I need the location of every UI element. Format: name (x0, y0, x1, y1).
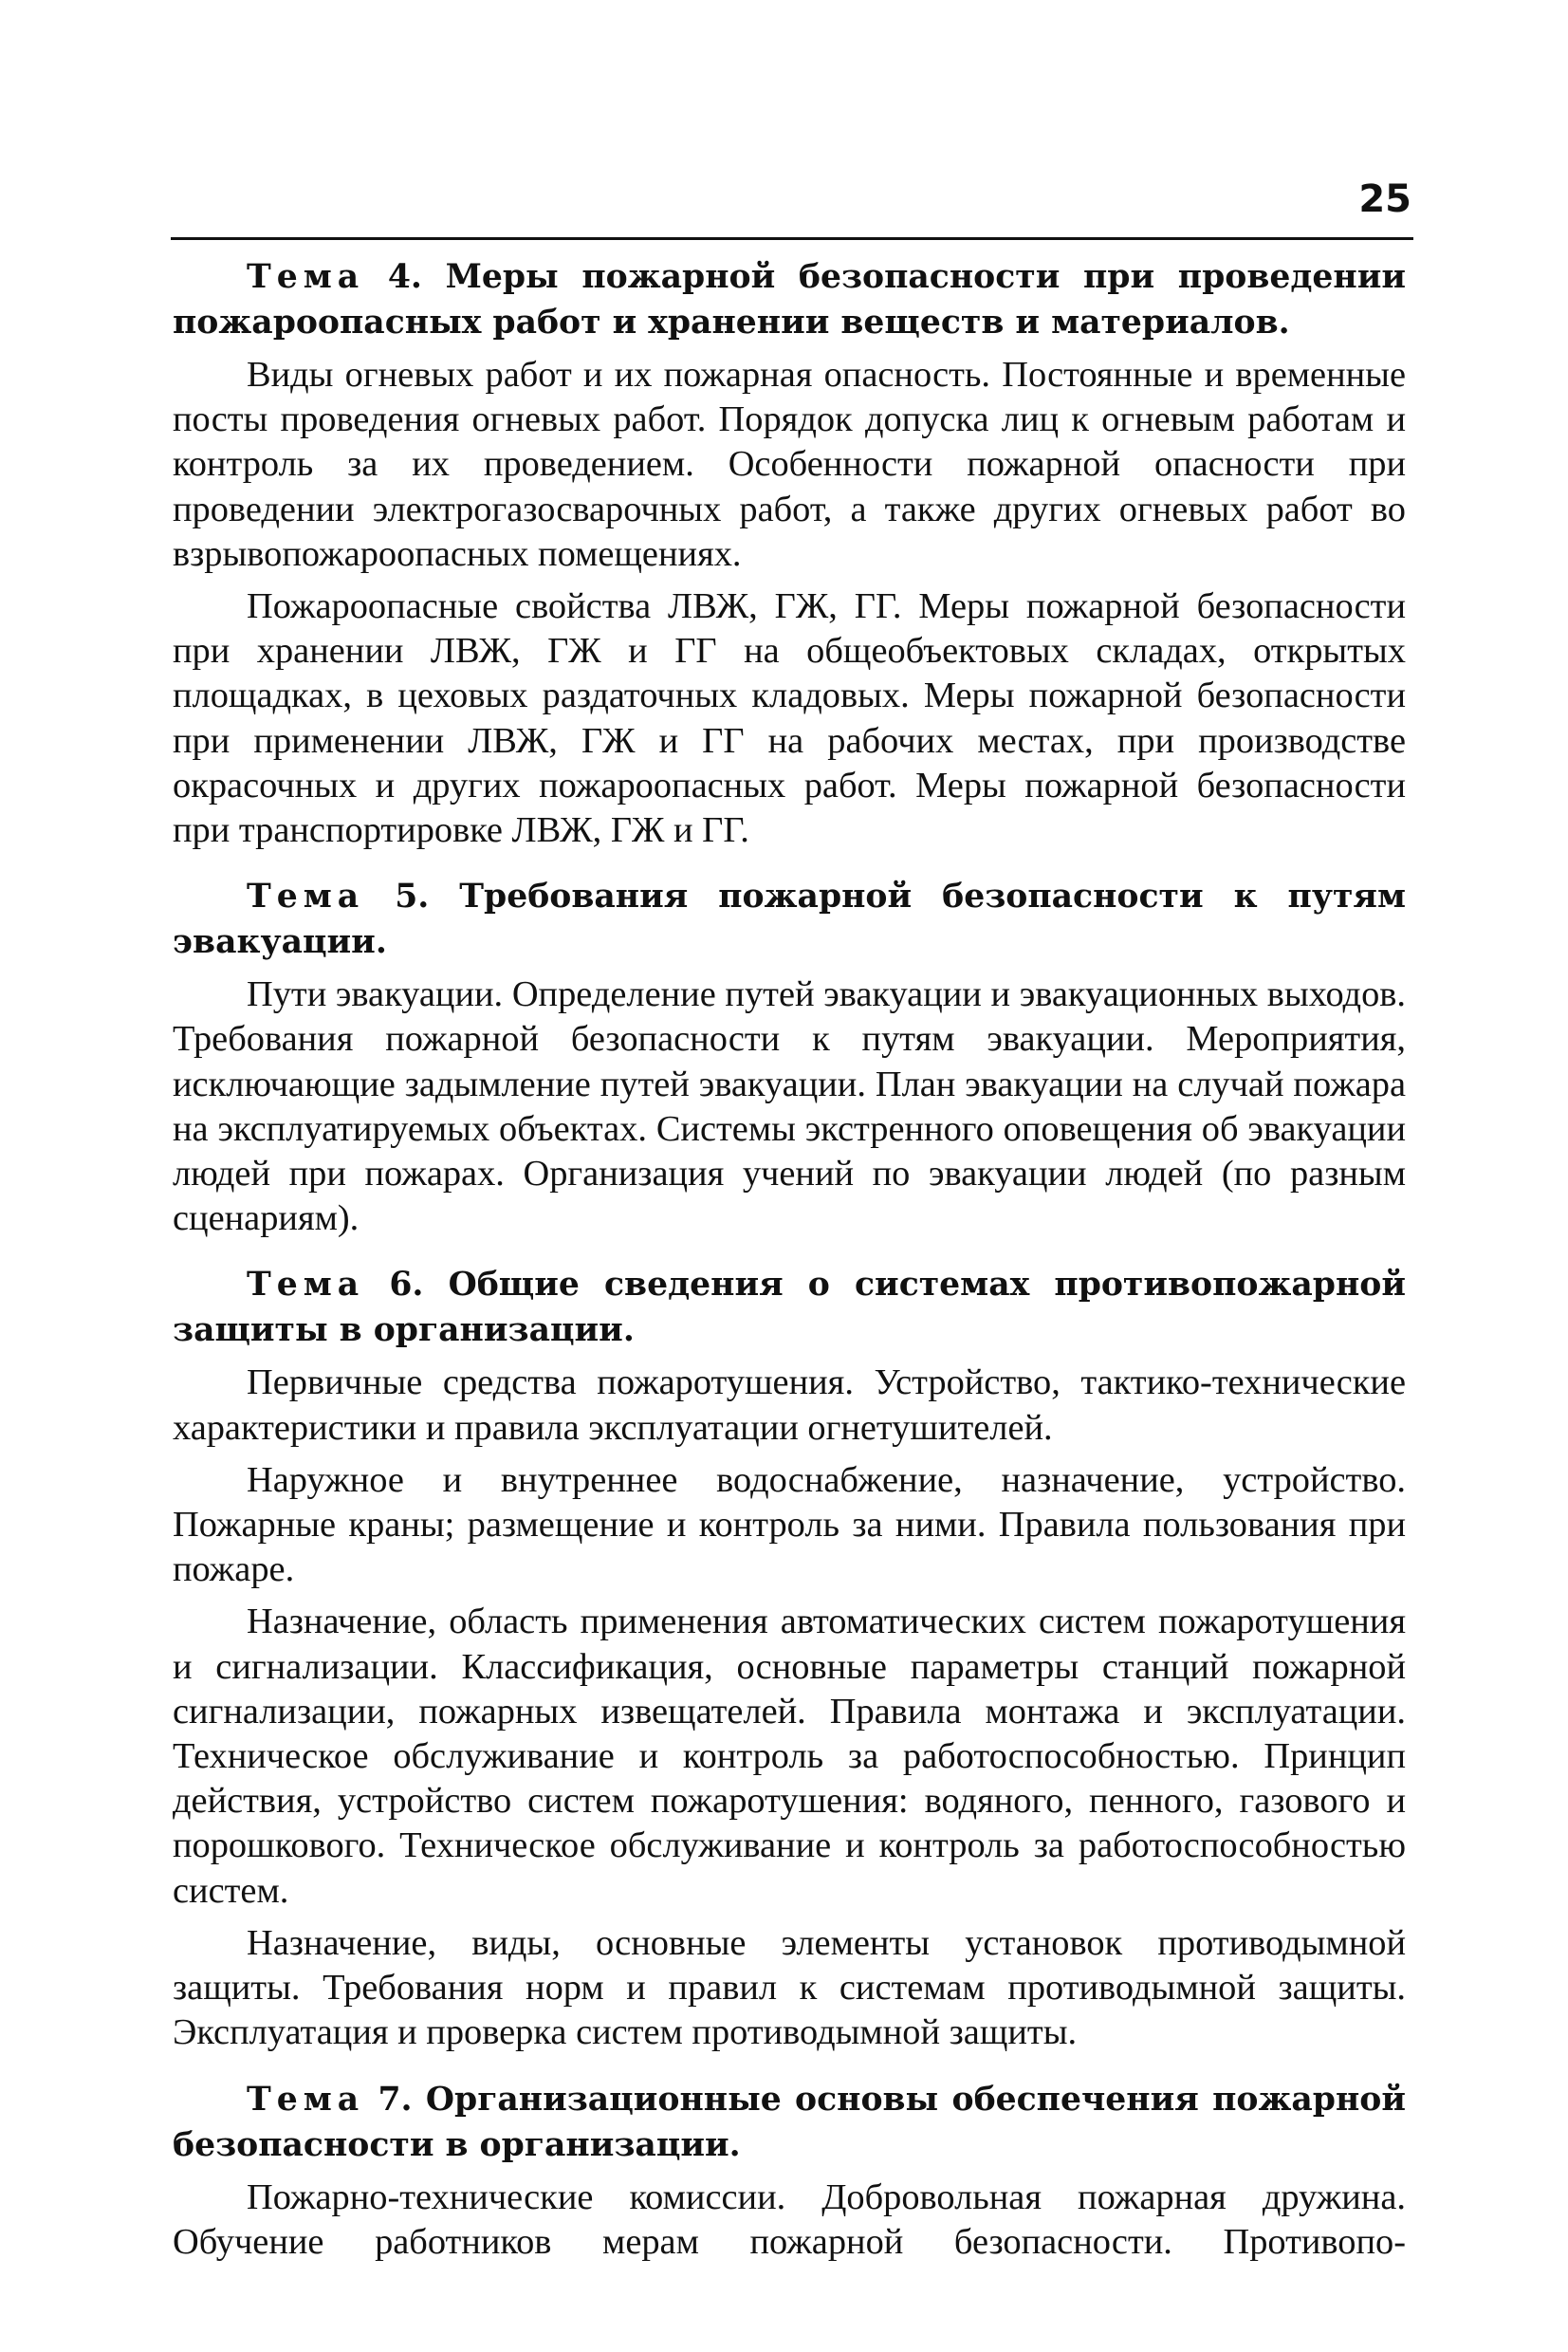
topic-word: Тема (247, 1266, 365, 1305)
topic-6-section (173, 1262, 1406, 2055)
topic-title: Организационные основы обеспечения пожарной безопасности в организации. (173, 2080, 1406, 2164)
body-paragraph: Пути эвакуации. Определение путей эвакуации и эвакуационных выходов. Требования пожарной безопасности к путям эвакуации. Мероприятия, исключающие задымление путей эвакуации. План эвакуации на случай пожара на эксплуатируемых объектах. Системы экстренного оповещения об эвакуации людей при пожарах. Организация учений по эвакуации людей (по разным сценариям). (173, 974, 1406, 1239)
topic-number: 7. (378, 2080, 413, 2119)
body-paragraph: Назначение, виды, основные элементы установок противодымной защиты. Требования норм и правил к системам противодымной защиты. Эксплуатация и проверка систем противодымной защиты. (173, 1922, 1406, 2053)
body-paragraph: Виды огневых работ и их пожарная опасность. Постоянные и временные посты проведения огневых работ. Порядок допуска лиц к огневым работам и контроль за их проведением. Особенности пожарной опасности при проведении электрогазосварочных работ, а также других огневых работ во взрывопожароопасных помещениях. (173, 355, 1406, 574)
topic-word: Тема (247, 258, 365, 296)
body-paragraph: Назначение, область применения автоматических систем пожаротушения и сигнализации. Классификация, основные параметры станций пожарной сигнализации, пожарных извещателей. Правила монтажа и эксплуатации. Техническое обслуживание и контроль за работоспособностью. Принцип действия, устройство систем пожаротушения: водяного, пенного, газового и порошкового. Техническое обслуживание и контроль за работоспособностью систем. (173, 1602, 1406, 1911)
topic-4-section (173, 254, 1406, 853)
body-paragraph: Первичные средства пожаротушения. Устройство, тактико-технические характеристики и правила эксплуатации огнетушителей. (173, 1362, 1406, 1448)
topic-number: 4. (387, 258, 422, 296)
topic-heading (173, 254, 1406, 345)
topic-5-section (173, 874, 1406, 1241)
topic-7-section (173, 2077, 1406, 2265)
topic-number: 6. (389, 1266, 424, 1305)
topic-heading (173, 2077, 1406, 2168)
topic-heading (173, 874, 1406, 965)
page-number: 25 (1358, 177, 1411, 221)
body-paragraph: Пожарно-технические комиссии. Добровольная пожарная дружина. Обучение работников мерам пожарной безопасности. Противопо- (173, 2176, 1406, 2262)
topic-title: Меры пожарной безопасности при проведении пожароопасных работ и хранении веществ и материалов. (173, 258, 1407, 342)
document-body (173, 254, 1406, 2265)
body-paragraph: Пожароопасные свойства ЛВЖ, ГЖ, ГГ. Меры пожарной безопасности при хранении ЛВЖ, ГЖ и ГГ на общеобъектовых складах, открытых площадках, в цеховых раздаточных кладовых. Меры пожарной безопасности при применении ЛВЖ, ГЖ и ГГ на рабочих местах, при производстве окрасочных и других пожароопасных работ. Меры пожарной безопасности при транспортировке ЛВЖ, ГЖ и ГГ. (173, 586, 1406, 851)
topic-title: Требования пожарной безопасности к путям эвакуации. (173, 878, 1406, 962)
header-rule (171, 237, 1413, 240)
topic-heading (173, 1262, 1406, 1353)
topic-word: Тема (247, 2080, 365, 2119)
body-paragraph: Наружное и внутреннее водоснабжение, назначение, устройство. Пожарные краны; размещение и контроль за ними. Правила пользования при пожаре. (173, 1459, 1406, 1590)
topic-title: Общие сведения о системах противопожарной защиты в организации. (173, 1266, 1406, 1350)
topic-number: 5. (395, 878, 430, 917)
topic-word: Тема (247, 878, 365, 917)
